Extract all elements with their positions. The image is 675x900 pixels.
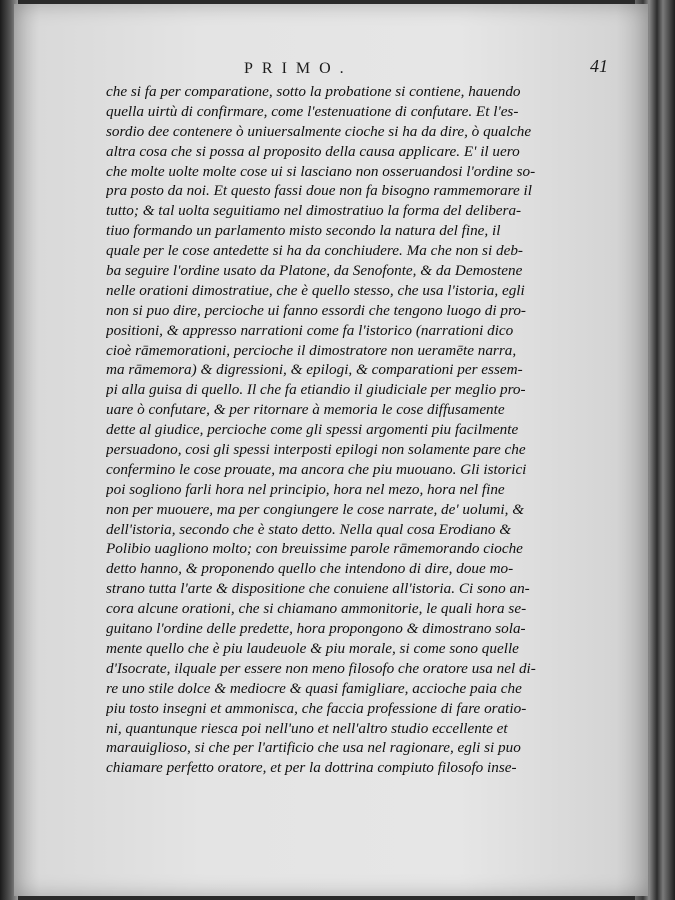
text-line: tiuo formando un parlamento misto secondo la natura del fine, il (106, 222, 501, 240)
text-line: mente quello che è piu laudeuole & piu morale, si come sono quelle (106, 639, 519, 657)
text-line: ni, quantunque riesca poi nell'uno et nell'altro studio eccellente et (106, 719, 508, 737)
text-line: nelle orationi dimostratiue, che è quello stesso, che usa l'istoria, egli (106, 281, 525, 299)
text-line: non si puo dire, percioche ui fanno essordi che tengono luogo di pro- (106, 301, 526, 319)
text-line: confermino le cose prouate, ma ancora che piu muouano. Gli istorici (106, 460, 527, 478)
text-line: che si fa per comparatione, sotto la probatione si contiene, hauendo (106, 83, 521, 100)
text-line: che molte uolte molte cose ui si lasciano non osseruandosi l'ordine so- (106, 162, 536, 180)
text-line: tutto; & tal uolta seguitiamo nel dimostratiuo la forma del delibera- (106, 202, 522, 220)
text-line: positioni, & appresso narrationi come fa l'istorico (narrationi dico (106, 321, 514, 339)
text-line: re uno stile dolce & mediocre & quasi famigliare, accioche paia che (106, 679, 522, 697)
text-line: dell'istoria, secondo che è stato detto. Nella qual cosa Erodiano & (106, 520, 512, 538)
page-number: 41 (590, 56, 608, 76)
text-line: ba seguire l'ordine usato da Platone, da Senofonte, & da Demostene (106, 262, 523, 280)
text-line: Polibio uagliono molto; con breuissime parole rāmemorando cioche (106, 540, 523, 558)
body-text (106, 82, 606, 778)
text-line: altra cosa che si possa al proposito della causa applicare. E' il uero (106, 142, 520, 160)
book-page (14, 4, 648, 896)
text-line: piu tosto insegni et ammonisca, che faccia professione di fare oratio- (106, 699, 527, 717)
text-line: d'Isocrate, ilquale per essere non meno filosofo che oratore usa nel di- (106, 659, 536, 677)
text-line: pra posto da noi. Et questo fassi doue non fa bisogno rammemorare il (106, 182, 532, 200)
text-line: quale per le cose antedette si ha da conchiudere. Ma che non si deb- (106, 242, 523, 260)
text-line: detto hanno, & proponendo quello che intendono di dire, doue mo- (106, 560, 514, 578)
text-line: marauiglioso, si che per l'artificio che usa nel ragionare, egli si puo (106, 739, 521, 757)
text-line: guitano l'ordine delle predette, hora propongono & dimostrano sola- (106, 620, 526, 638)
text-line: non per muouere, ma per congiungere le cose narrate, de' uolumi, & (106, 500, 525, 518)
text-line: pi alla guisa di quello. Il che fa etiandio il giudiciale per meglio pro- (106, 381, 526, 399)
text-line: uare ò confutare, & per ritornare à memoria le cose diffusamente (106, 401, 505, 419)
text-line: strano tutta l'arte & dispositione che conuiene all'istoria. Ci sono an- (106, 580, 530, 598)
text-line: sordio dee contenere ò uniuersalmente cioche si ha da dire, ò qualche (106, 122, 532, 140)
text-line: poi sogliono farli hora nel principio, hora nel mezo, hora nel fine (106, 480, 505, 498)
text-line: chiamare perfetto oratore, et per la dottrina compiuto filosofo inse- (106, 759, 517, 777)
running-head: PRIMO. (244, 60, 353, 77)
text-line: dette al giudice, percioche come gli spessi argomenti piu facilmente (106, 421, 519, 439)
text-line: cora alcune orationi, che si chiamano ammonitorie, le quali hora se- (106, 600, 527, 618)
text-line: ma rāmemora) & digressioni, & epilogi, & comparationi per essem- (106, 361, 523, 379)
text-line: cioè rāmemorationi, percioche il dimostratore non ueramēte narra, (106, 341, 517, 359)
text-line: persuadono, cosi gli spessi interposti epilogi non solamente pare che (106, 441, 526, 459)
page-header (14, 56, 648, 84)
text-line: quella uirtù di confirmare, come l'estenuatione di confutare. Et l'es- (106, 102, 519, 120)
